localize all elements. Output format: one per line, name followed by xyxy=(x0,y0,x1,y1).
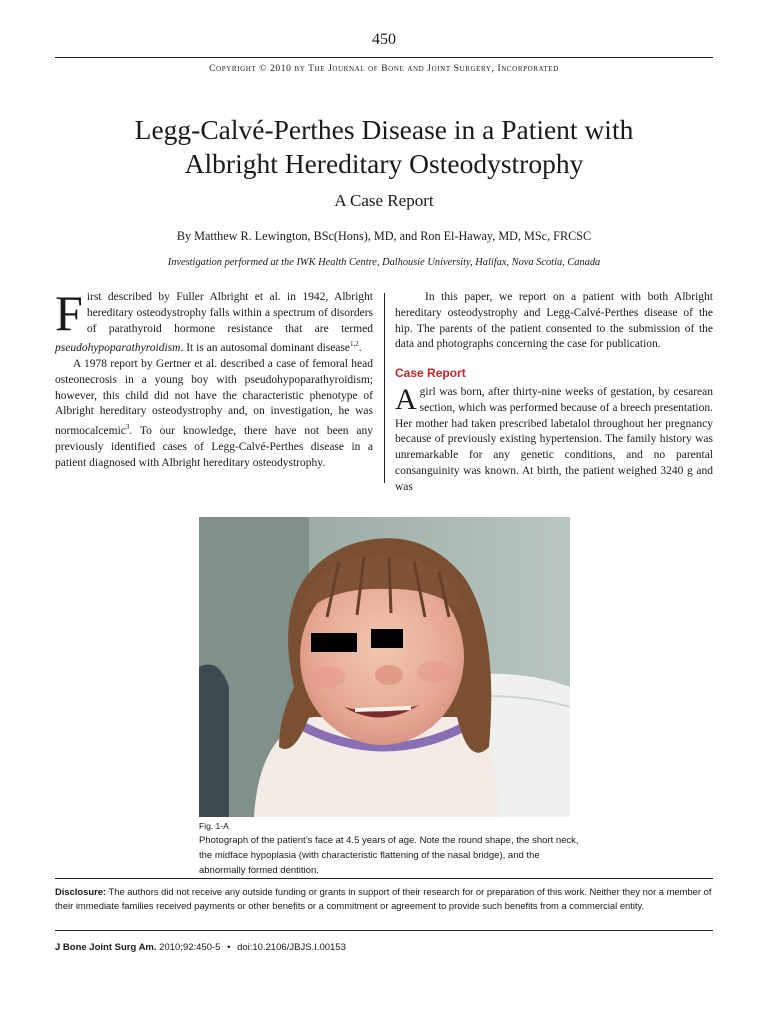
author-line: By Matthew R. Lewington, BSc(Hons), MD, and Ron El-Haway, MD, MSc, FRCSC xyxy=(176,229,592,243)
citation-footer xyxy=(55,942,346,953)
article-subtitle: A Case Report xyxy=(334,191,434,210)
reference-superscript: 1,2 xyxy=(350,340,359,349)
reference-superscript: 3 xyxy=(125,423,130,432)
intro-paragraph-1: First described by Fuller Albright et al. in 1942, Albright hereditary osteodystrophy falls within a spectrum of disorders of parathyroid hormone resistance that are termed pseudohypoparathyroidism. It is an autosomal dominant disease$^{1,2}$. xyxy=(55,285,373,355)
bullet-separator: • xyxy=(227,942,231,953)
citation-volume: 2010;92:450-5 xyxy=(156,942,221,953)
column-divider xyxy=(384,293,385,483)
right-column xyxy=(395,290,713,496)
intro-paragraph-2: A 1978 report by Gertner et al. described a case of femoral head osteonecrosis in a young boy with pseudohypoparathyroidism; however, this child did not have the characteristic phenotype of Albright hereditary osteodystrophy and, on investigation, he was normocalcemic$^3$. To our knowledge, there have not been any previously identified cases of Legg-Calvé-Perthes disease in a patient diagnosed with Albright hereditary osteodystrophy. xyxy=(55,358,373,469)
case-paragraph-1: A girl was born, after thirty-nine weeks of gestation, by cesarean section, which was performed because of a breech presentation. Her mother had taken prescribed labetalol throughout her pregnancy because of previously existing hypertension. The family history was unremarkable for any genetic conditions, and no parental consanguinity was known. At birth, the patient weighed 3240 g and was xyxy=(395,382,713,493)
footer-rule xyxy=(55,930,713,931)
drop-cap: F xyxy=(55,285,83,341)
article-title xyxy=(60,113,708,181)
institution-line: Investigation performed at the IWK Health Centre, Dalhousie University, Halifax, Nova Scotia, Canada xyxy=(167,257,601,268)
title-line-1: Legg-Calvé-Perthes Disease in a Patient with xyxy=(134,114,634,145)
doi-link[interactable]: doi:10.2106/JBJS.I.00153 xyxy=(237,942,346,953)
title-line-2: Albright Hereditary Osteodystrophy xyxy=(184,148,584,179)
header-rule xyxy=(55,57,713,58)
disclosure-label: Disclosure: xyxy=(55,886,107,897)
patient-photo xyxy=(199,517,570,817)
drop-cap: A xyxy=(395,382,417,416)
journal-abbrev: J Bone Joint Surg Am. xyxy=(55,942,157,953)
section-heading-case-report: Case Report xyxy=(395,366,466,381)
patient-photo-illustration xyxy=(199,517,570,817)
figure-label: Fig. 1-A xyxy=(199,821,229,831)
disclosure-rule xyxy=(55,878,713,879)
figure-caption: Photograph of the patient’s face at 4.5 years of age. Note the round shape, the short neck, the midface hypoplasia (with characteristic flattening of the nasal bridge), and the abnormally formed dentition. xyxy=(199,835,579,876)
left-column xyxy=(55,285,373,471)
copyright-line: Copyright © 2010 by The Journal of Bone and Joint Surgery, Incorporated xyxy=(209,64,559,74)
disclosure-note: Disclosure: The authors did not receive any outside funding or grants in support of their research for or preparation of this work. Neither they nor a member of their immediate families received payments or other benefits or a commitment or agreement to provide such benefits from a commercial entity. xyxy=(55,886,712,911)
intro-paragraph-3: In this paper, we report on a patient with both Albright hereditary osteodystrophy and Legg-Calvé-Perthes disease of the hip. The parents of the patient consented to the submission of the data and photographs concerning the case for publication. xyxy=(395,291,713,351)
page-number: 450 xyxy=(372,31,396,48)
